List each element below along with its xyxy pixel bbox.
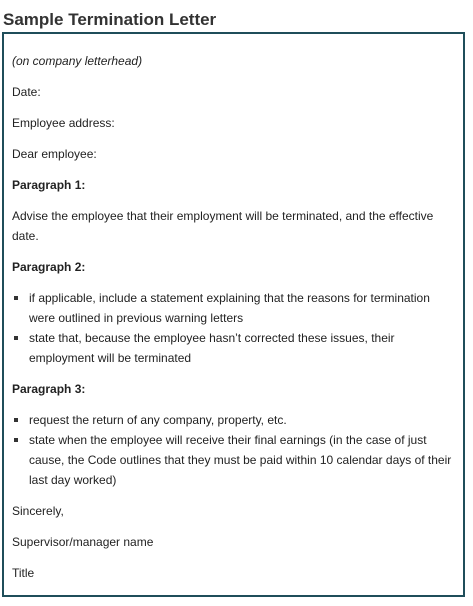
list-item	[12, 288, 455, 328]
letter-template-box	[2, 32, 465, 597]
list-item-text: if applicable, include a statement explaining that the reasons for termination were outlined in previous warning letters	[29, 291, 430, 325]
list-item-text: request the return of any company, property, etc.	[29, 413, 287, 427]
bullet-square-icon	[14, 296, 18, 300]
bullet-square-icon	[14, 418, 18, 422]
salutation: Dear employee:	[12, 147, 97, 161]
list-item	[12, 328, 455, 368]
date-label: Date:	[12, 85, 41, 99]
signature-title: Title	[12, 566, 35, 580]
bullet-square-icon	[14, 336, 18, 340]
paragraph-3-heading: Paragraph 3:	[12, 382, 86, 396]
bullet-square-icon	[14, 438, 18, 442]
list-item	[12, 410, 455, 430]
letterhead-note: (on company letterhead)	[12, 54, 143, 68]
paragraph-1-heading: Paragraph 1:	[12, 178, 86, 192]
paragraph-3-list	[12, 410, 455, 490]
document-title: Sample Termination Letter	[3, 10, 217, 29]
list-item-text: state that, because the employee hasn’t corrected these issues, their employment will be terminated	[29, 331, 395, 365]
employee-address-label: Employee address:	[12, 116, 115, 130]
paragraph-1-text: Advise the employee that their employment will be terminated, and the effective date.	[12, 209, 434, 243]
paragraph-2-heading: Paragraph 2:	[12, 260, 86, 274]
closing: Sincerely,	[12, 504, 64, 518]
signature-name: Supervisor/manager name	[12, 535, 154, 549]
list-item	[12, 430, 455, 490]
list-item-text: state when the employee will receive their final earnings (in the case of just cause, the Code outlines that they must be paid within 10 calendar days of their last day worked)	[29, 433, 452, 487]
paragraph-2-list	[12, 288, 455, 368]
